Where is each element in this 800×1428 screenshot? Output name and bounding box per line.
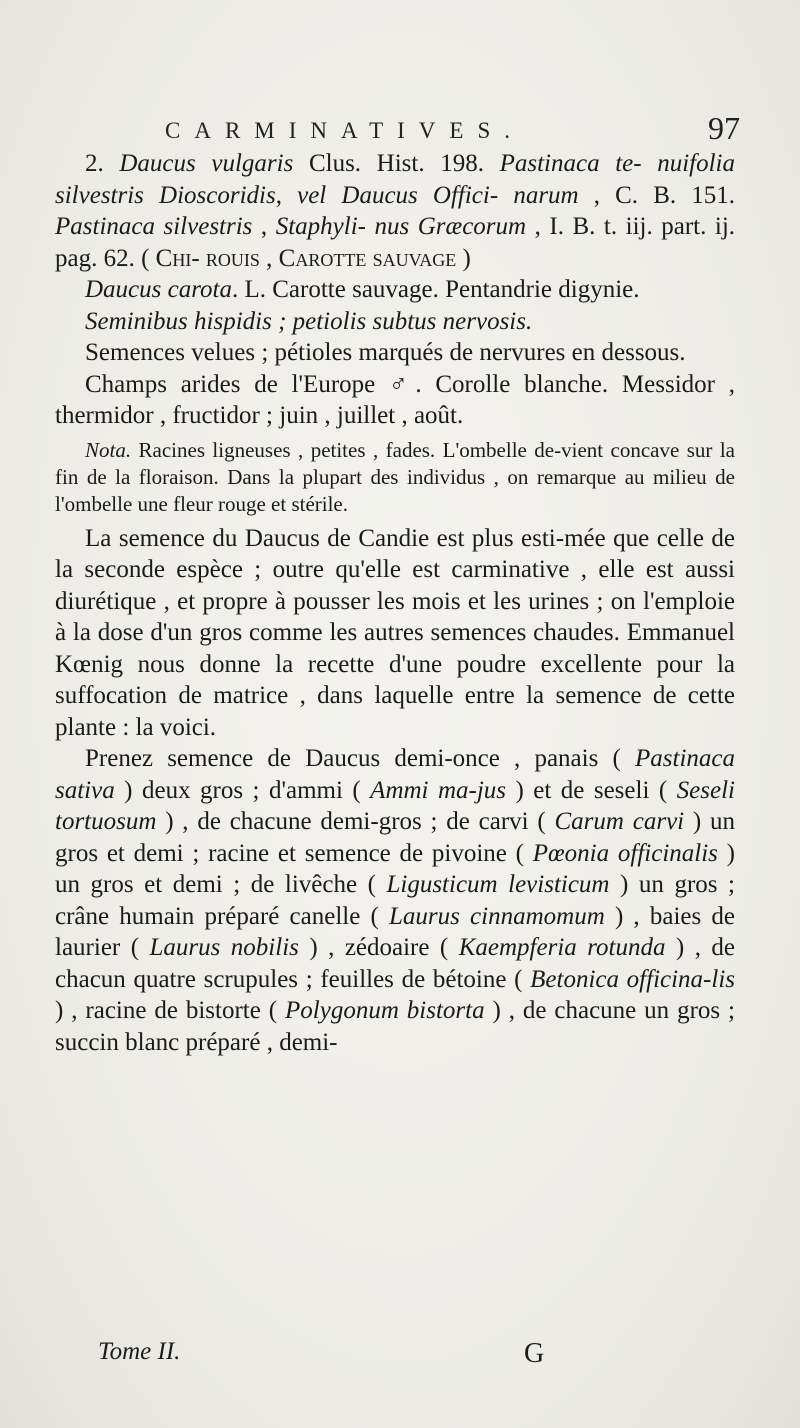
latin-description — [55, 306, 735, 338]
species-name: Ligusticum levisticum — [386, 871, 610, 898]
recipe-text: Prenez semence de Daucus demi-once , panais ( — [85, 745, 635, 772]
species-name: Pœonia officinalis — [532, 839, 718, 867]
species-name: Ammi ma-jus — [370, 776, 507, 804]
species-name: Seseli tortuosum — [55, 776, 735, 835]
synonym: vel Daucus Offici- — [297, 181, 499, 209]
page-number: 97 — [708, 110, 740, 146]
linnaean-binomial: Daucus carota — [85, 276, 232, 303]
species-name: Laurus nobilis — [149, 934, 299, 961]
volume-label: Tome II. — [98, 1338, 181, 1365]
plant-name: Daucus vulgaris — [119, 150, 294, 177]
recipe-text: ) , racine de bistorte ( — [55, 997, 285, 1024]
paragraph-recipe — [55, 743, 735, 1058]
recipe-text: ) et de seseli ( — [506, 776, 677, 804]
recipe-text: ) deux gros ; d'ammi ( — [114, 776, 371, 804]
species-name: Kaempferia rotunda — [458, 934, 666, 961]
species-name: Carum carvi — [554, 808, 685, 835]
recipe-text: ) , de chacun quatre scrupules ; feuilles de bétoine ( — [55, 934, 736, 993]
note-label: Nota. — [85, 437, 132, 462]
habitat-flowering: Champs arides de l'Europe ♂. Corolle blanche. Messidor , thermidor , fructidor ; juin , juillet , août. — [55, 370, 735, 429]
synonym: Pastinaca te- — [499, 150, 642, 177]
recipe-text: ) un gros et demi ; de livêche ( — [55, 839, 735, 898]
species-name: Pastinaca sativa — [55, 745, 735, 804]
common-name: Chi- — [155, 244, 200, 272]
linnaean-classification: . L. Carotte sauvage. Pentandrie digynie. — [231, 276, 640, 303]
synonym: Staphyli- — [275, 213, 366, 240]
synonym: narum — [513, 181, 579, 209]
species-name: Polygonum bistorta — [285, 997, 485, 1024]
latin-description-text: Seminibus hispidis ; petiolis subtus nervosis. — [85, 307, 533, 335]
species-name: Betonica officina-lis — [530, 965, 735, 993]
recipe-text: ) , baies de laurier ( — [55, 902, 735, 961]
separator: , — [252, 213, 276, 240]
recipe-text: ) , de chacune un gros ; succin blanc préparé , demi- — [55, 997, 735, 1056]
synonym: Pastinaca silvestris — [55, 213, 253, 240]
paragraph-seed-uses: La semence du Daucus de Candie est plus esti-mée que celle de la seconde espèce ; outre qu'elle est carminative , elle est aussi diurétique , et propre à pousser les mois et les urines ; on l'emploie à la dose d'un gros comme les autres semences chaudes. Emmanuel Kœnig nous donne la recette d'une poudre excellente pour la suffocation de matrice , dans laquelle entre la semence de cette plante : la voici. — [55, 524, 735, 741]
common-name: rouis , Carotte sauvage — [205, 244, 457, 272]
note-text: Racines ligneuses , petites , fades. L'ombelle de-vient concave sur la fin de la floraison. Dans la plupart des individus , on remarque au milieu de l'ombelle une fleur rouge et stérile. — [55, 437, 735, 516]
separator: ) — [456, 244, 471, 272]
note — [55, 437, 735, 518]
species-name: Laurus cinnamomum — [389, 902, 605, 930]
reference: , C. B. 151. — [578, 181, 736, 209]
recipe-text: ) un gros ; crâne humain préparé canelle ( — [55, 871, 735, 930]
running-title: CARMINATIVES. — [165, 118, 524, 143]
page-header — [70, 110, 740, 150]
reference: Clus. Hist. 198. — [293, 150, 500, 177]
page-footer — [98, 1338, 558, 1378]
entry-synonyms — [55, 148, 735, 274]
recipe-text: ) , zédoaire ( — [298, 934, 459, 961]
entry-number: 2. — [85, 150, 104, 177]
separator: , — [275, 181, 298, 209]
page-body — [55, 148, 735, 1058]
french-description: Semences velues ; pétioles marqués de nervures en dessous. — [85, 339, 686, 366]
linnaean-name — [55, 274, 735, 306]
reference: , I. B. t. iij. part. ij. pag. 62. ( — [55, 213, 736, 272]
recipe-text: ) , de chacune demi-gros ; de carvi ( — [156, 808, 555, 835]
synonym: nus Græcorum — [374, 213, 527, 240]
synonym: nuifolia silvestris Dioscoridis — [55, 150, 736, 209]
signature-mark: G — [524, 1338, 545, 1369]
recipe-text: ) un gros et demi ; racine et semence de pivoine ( — [55, 808, 735, 867]
